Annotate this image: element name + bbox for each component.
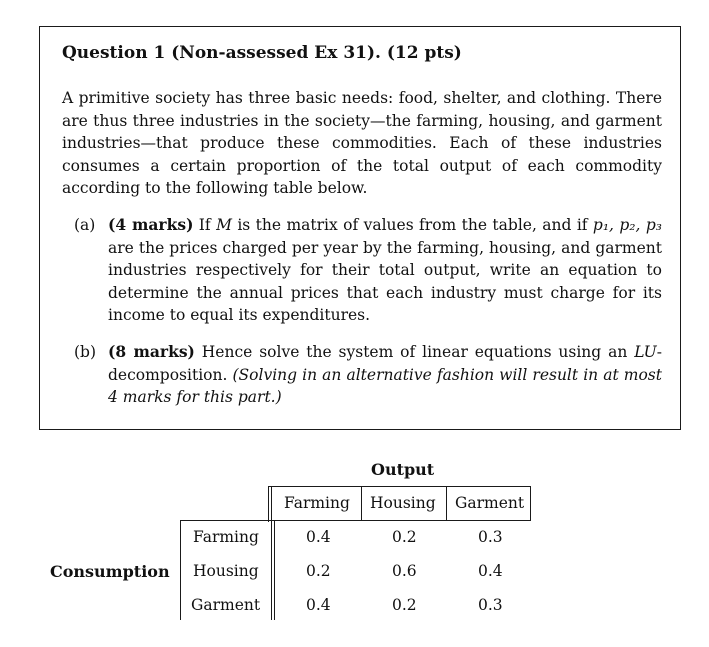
part-b bbox=[74, 341, 662, 409]
table-cell: 0.4 bbox=[478, 562, 503, 580]
row-head-garment: Garment bbox=[191, 596, 261, 614]
header-right-rule bbox=[530, 486, 531, 520]
table-cell: 0.2 bbox=[306, 562, 331, 580]
header-bottom-rule bbox=[180, 520, 531, 521]
question-box bbox=[39, 26, 681, 430]
part-a bbox=[74, 214, 662, 327]
table-cell: 0.3 bbox=[478, 528, 503, 546]
col-head-farming: Farming bbox=[284, 494, 350, 512]
table-cell: 0.2 bbox=[392, 528, 417, 546]
table-cell: 0.4 bbox=[306, 528, 331, 546]
question-intro: A primitive society has three basic needs: food, shelter, and clothing. There are thus three industries in the society—the farming, housing, and garment industries—that produce these commodities. Each of these industries consumes a certain proportion of the total output of each commodity according to the following table below. bbox=[62, 89, 662, 197]
part-b-marks: (8 marks) bbox=[108, 342, 195, 361]
part-b-text-2: -decomposition. bbox=[108, 343, 662, 384]
row-label-left-rule bbox=[180, 520, 181, 620]
row-head-farming: Farming bbox=[193, 528, 259, 546]
part-a-marks: (4 marks) bbox=[108, 215, 194, 234]
table-cell: 0.3 bbox=[478, 596, 503, 614]
part-a-text-1: If bbox=[193, 216, 217, 234]
part-b-text-1: Hence solve the system of linear equations using an bbox=[194, 343, 635, 361]
header-top-rule bbox=[268, 486, 531, 487]
part-a-text-2: is the matrix of values from the table, and if bbox=[231, 216, 593, 234]
part-b-italic-note: (Solving in an alternative fashion will result in at most 4 marks for this part.) bbox=[108, 365, 662, 406]
part-b-lu: LU bbox=[634, 343, 657, 361]
row-head-housing: Housing bbox=[193, 562, 259, 580]
header-left-rule-2 bbox=[271, 486, 272, 620]
part-a-matrix-symbol: M bbox=[216, 216, 232, 234]
consumption-label: Consumption bbox=[50, 562, 170, 581]
part-a-text-3: are the prices charged per year by the farming, housing, and garment industries respectively for their total output, write an equation to determine the annual prices that each industry must charge for its income to equal its expenditures. bbox=[108, 238, 662, 324]
table-cell: 0.4 bbox=[306, 596, 331, 614]
table-cell: 0.6 bbox=[392, 562, 417, 580]
part-a-prices: p₁, p₂, p₃ bbox=[592, 216, 662, 234]
header-divider-1 bbox=[361, 486, 362, 520]
part-a-label: (a) bbox=[74, 216, 96, 234]
table-cell: 0.2 bbox=[392, 596, 417, 614]
col-head-housing: Housing bbox=[370, 494, 436, 512]
part-b-body bbox=[108, 341, 662, 409]
question-title: Question 1 (Non-assessed Ex 31). (12 pts) bbox=[62, 43, 462, 63]
header-left-rule-1 bbox=[268, 486, 269, 522]
body-left-rule bbox=[274, 520, 275, 620]
part-b-label: (b) bbox=[74, 343, 97, 361]
header-divider-2 bbox=[446, 486, 447, 520]
col-head-garment: Garment bbox=[455, 494, 525, 512]
part-a-body bbox=[108, 214, 662, 327]
output-header: Output bbox=[371, 460, 435, 479]
